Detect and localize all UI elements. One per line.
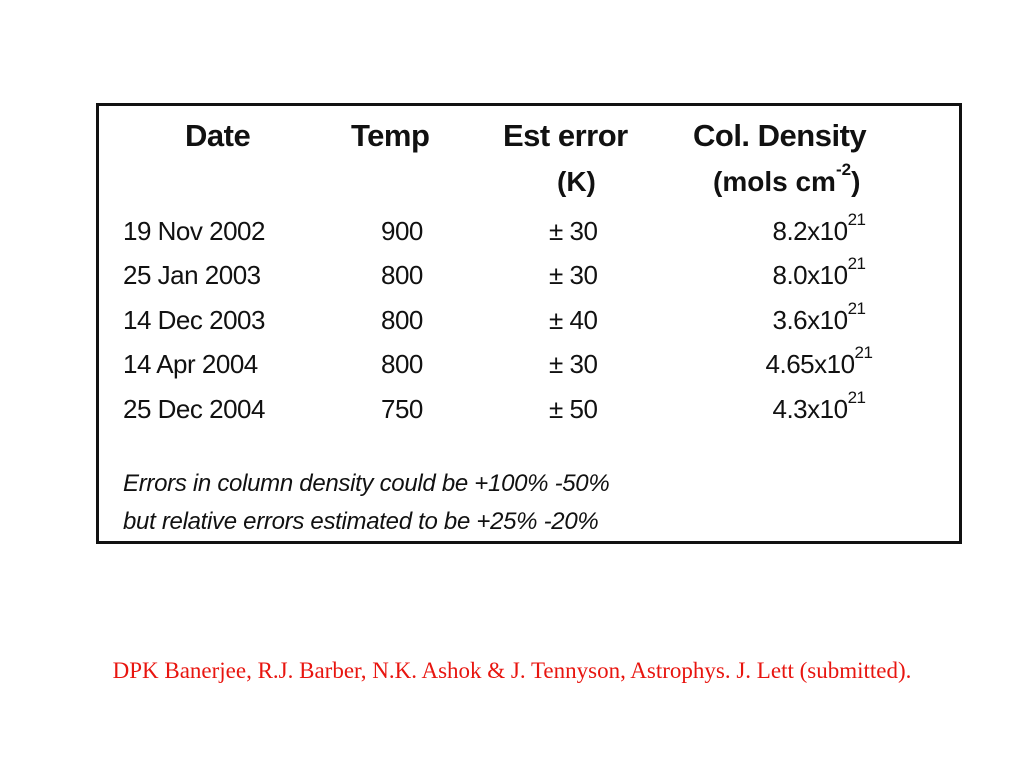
cell-error: ± 30 xyxy=(549,260,598,290)
cell-temp: 750 xyxy=(381,394,423,424)
cell-col-density xyxy=(739,388,899,425)
cell-date: 25 Dec 2004 xyxy=(123,394,265,424)
cell-temp: 800 xyxy=(381,349,423,379)
cell-error: ± 50 xyxy=(549,394,598,424)
note-line-1: Errors in column density could be +100% -50% xyxy=(123,470,610,497)
cell-error: ± 30 xyxy=(549,349,598,379)
col-exponent: 21 xyxy=(847,299,866,318)
cell-temp: 900 xyxy=(381,216,423,246)
col-exponent: 21 xyxy=(854,343,873,362)
cell-col-density xyxy=(739,210,899,247)
cell-temp: 800 xyxy=(381,305,423,335)
header-date: Date xyxy=(185,118,251,153)
col-mantissa: 4.65x10 xyxy=(765,349,855,379)
cell-temp: 800 xyxy=(381,260,423,290)
cell-error: ± 40 xyxy=(549,305,598,335)
header-col-density: Col. Density xyxy=(693,118,867,153)
header-est-error: Est error xyxy=(503,118,628,153)
unit-prefix: (mols cm xyxy=(713,166,836,197)
col-exponent: 21 xyxy=(847,388,866,407)
citation: DPK Banerjee, R.J. Barber, N.K. Ashok & J. Tennyson, Astrophys. J. Lett (submitted). xyxy=(112,658,912,683)
cell-error: ± 30 xyxy=(549,216,598,246)
cell-date: 14 Apr 2004 xyxy=(123,349,258,379)
data-table xyxy=(96,103,962,544)
col-mantissa: 3.6x10 xyxy=(772,305,848,335)
cell-date: 14 Dec 2003 xyxy=(123,305,265,335)
cell-date: 19 Nov 2002 xyxy=(123,216,265,246)
col-mantissa: 4.3x10 xyxy=(772,394,848,424)
header-temp: Temp xyxy=(351,118,430,153)
cell-col-density xyxy=(739,343,899,380)
col-mantissa: 8.0x10 xyxy=(772,260,848,290)
header-est-error-unit: (K) xyxy=(557,166,596,197)
note-line-2: but relative errors estimated to be +25% -20% xyxy=(123,508,599,535)
unit-exponent: -2 xyxy=(835,160,852,179)
cell-col-density xyxy=(739,299,899,336)
header-col-density-unit xyxy=(713,160,861,198)
col-exponent: 21 xyxy=(847,254,866,273)
col-mantissa: 8.2x10 xyxy=(772,216,848,246)
unit-suffix: ) xyxy=(851,166,861,197)
col-exponent: 21 xyxy=(847,210,866,229)
cell-col-density xyxy=(739,254,899,291)
cell-date: 25 Jan 2003 xyxy=(123,260,261,290)
